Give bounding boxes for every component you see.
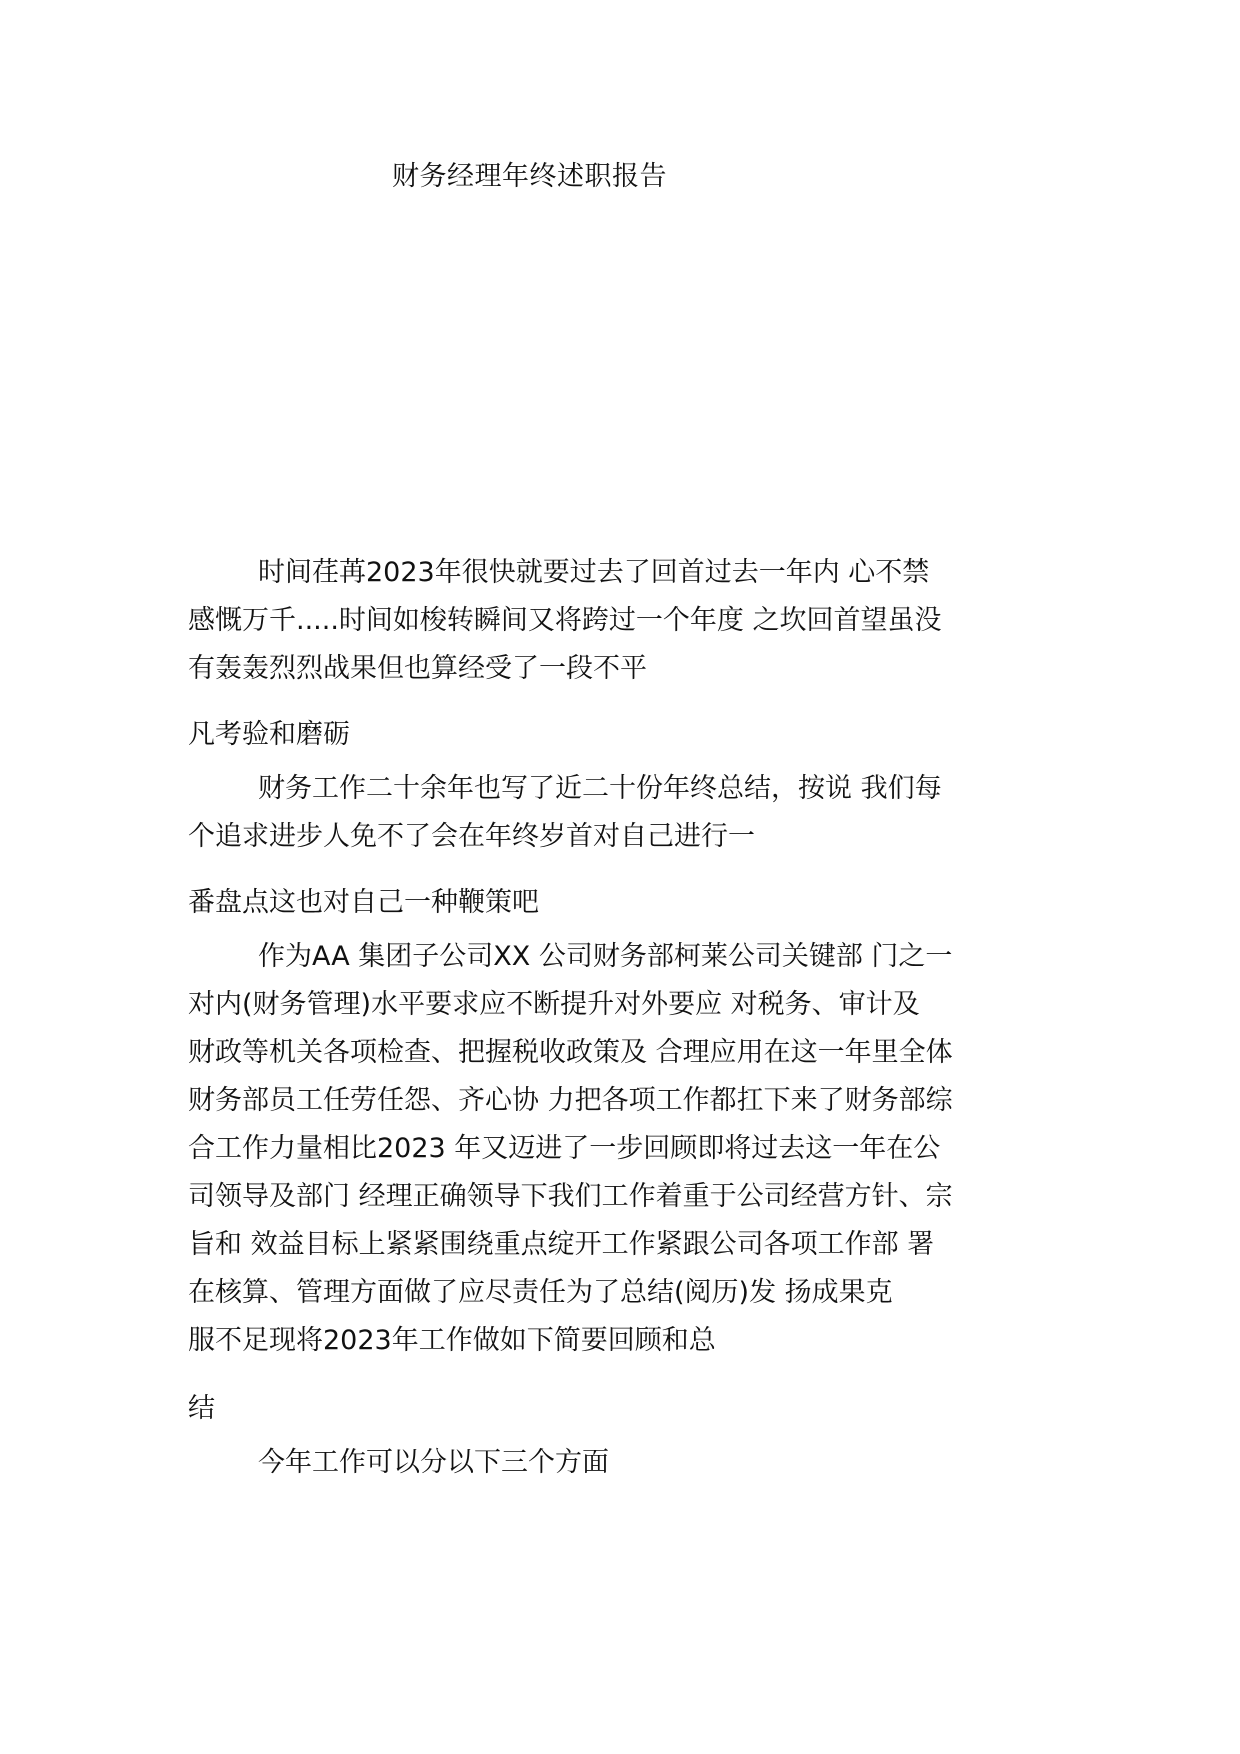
paragraph-line: 番盘点这也对自己一种鞭策吧 <box>188 887 539 918</box>
paragraph-line: 服不足现将2023年工作做如下简要回顾和总 <box>188 1325 716 1356</box>
paragraph-line: 财务部员工任劳任怨、齐心协 力把各项工作都扛下来了财务部综 <box>188 1085 953 1116</box>
paragraph-line: 财务工作二十余年也写了近二十份年终总结，按说 我们每 <box>258 773 942 804</box>
paragraph-line: 今年工作可以分以下三个方面 <box>258 1447 609 1478</box>
paragraph-line: 感慨万千.....时间如梭转瞬间又将跨过一个年度 之坎回首望虽没 <box>188 605 942 636</box>
paragraph-line: 旨和 效益目标上紧紧围绕重点绽开工作紧跟公司各项工作部 署 <box>188 1229 935 1260</box>
paragraph-line: 在核算、管理方面做了应尽责任为了总结(阅历)发 扬成果克 <box>188 1277 893 1308</box>
paragraph-line: 对内(财务管理)水平要求应不断提升对外要应 对税务、审计及 <box>188 989 920 1020</box>
paragraph-line: 司领导及部门 经理正确领导下我们工作着重于公司经营方针、宗 <box>188 1181 953 1212</box>
paragraph-line: 时间荏苒2023年很快就要过去了回首过去一年内 心不禁 <box>258 557 930 588</box>
paragraph-line: 个追求进步人免不了会在年终岁首对自己进行一 <box>188 821 755 852</box>
paragraph-line: 有轰轰烈烈战果但也算经受了一段不平 <box>188 653 647 684</box>
paragraph-line: 财政等机关各项检查、把握税收政策及 合理应用在这一年里全体 <box>188 1037 953 1068</box>
paragraph-line: 合工作力量相比2023 年又迈进了一步回顾即将过去这一年在公 <box>188 1133 941 1164</box>
document-title: 财务经理年终述职报告 <box>392 161 667 192</box>
paragraph-line: 作为AA 集团子公司XX 公司财务部柯莱公司关键部 门之一 <box>258 941 953 972</box>
paragraph-line: 结 <box>188 1393 215 1424</box>
paragraph-line: 凡考验和磨砺 <box>188 719 350 750</box>
